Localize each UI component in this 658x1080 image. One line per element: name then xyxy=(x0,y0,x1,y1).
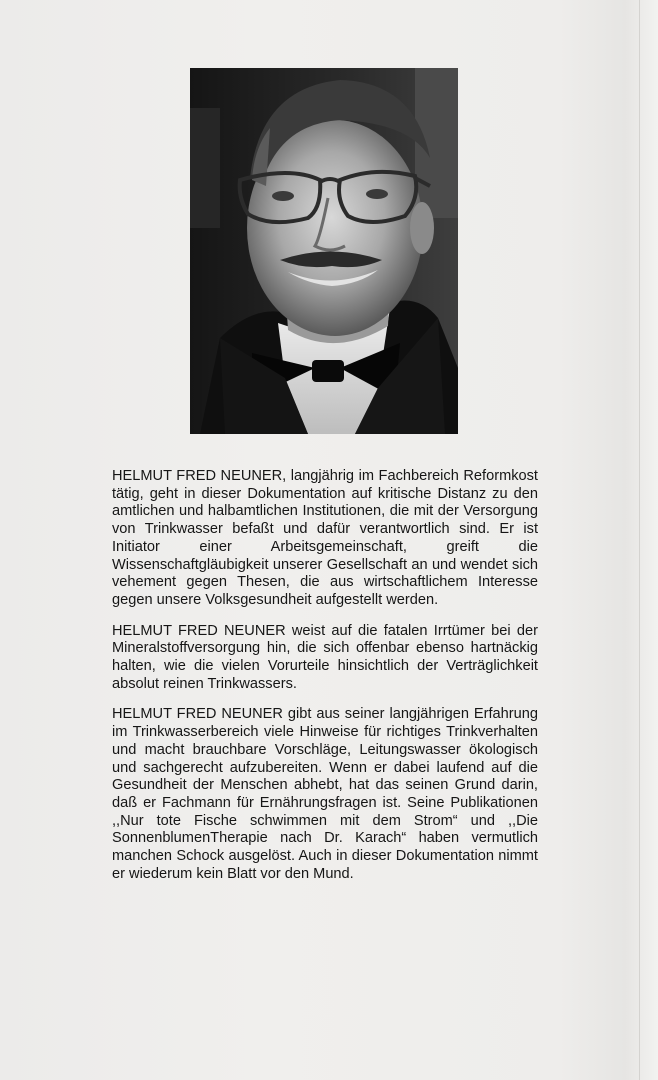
author-biography xyxy=(112,468,538,896)
bio-paragraph-3: HELMUT FRED NEUNER gibt aus seiner langjährigen Erfahrung im Trinkwasserbereich viele Hinweise für richtiges Trinkverhalten und macht brauchbare Vorschläge, Leitungswasser ökologisch und sachgerecht aufzubereiten. Wenn er dabei laufend auf die Gesundheit der Menschen abhebt, hat das seinen Grund darin, daß er Fachmann für Ernährungsfragen ist. Seine Publikationen ,,Nur tote Fische schwimmen mit dem Strom“ und ,,Die SonnenblumenTherapie nach Dr. Karach“ haben vermutlich manchen Schock ausgelöst. Auch in dieser Dokumentation nimmt er wiederum kein Blatt vor den Mund. xyxy=(112,706,538,882)
author-portrait xyxy=(190,68,458,434)
spine-edge xyxy=(639,0,640,1080)
bio-paragraph-1: HELMUT FRED NEUNER, langjährig im Fachbereich Reformkost tätig, geht in dieser Dokumentation auf kritische Distanz zu den amtlichen und halbamtlichen Institutionen, die mit der Versorgung von Trinkwasser befaßt und dafür verantwortlich sind. Er ist Initiator einer Arbeitsgemeinschaft, greift die Wissenschaftgläubigkeit unserer Gesellschaft an und wendet sich vehement gegen Thesen, die aus wirtschaftlichem Interesse gegen unsere Volksgesundheit aufgestellt werden. xyxy=(112,468,538,608)
bio-paragraph-2: HELMUT FRED NEUNER weist auf die fatalen Irrtümer bei der Mineralstoffversorgung hin, die sich offenbar ebenso hartnäckig halten, wie die vielen Vorurteile hinsichtlich der Verträglichkeit absolut reinen Trinkwassers. xyxy=(112,622,538,692)
